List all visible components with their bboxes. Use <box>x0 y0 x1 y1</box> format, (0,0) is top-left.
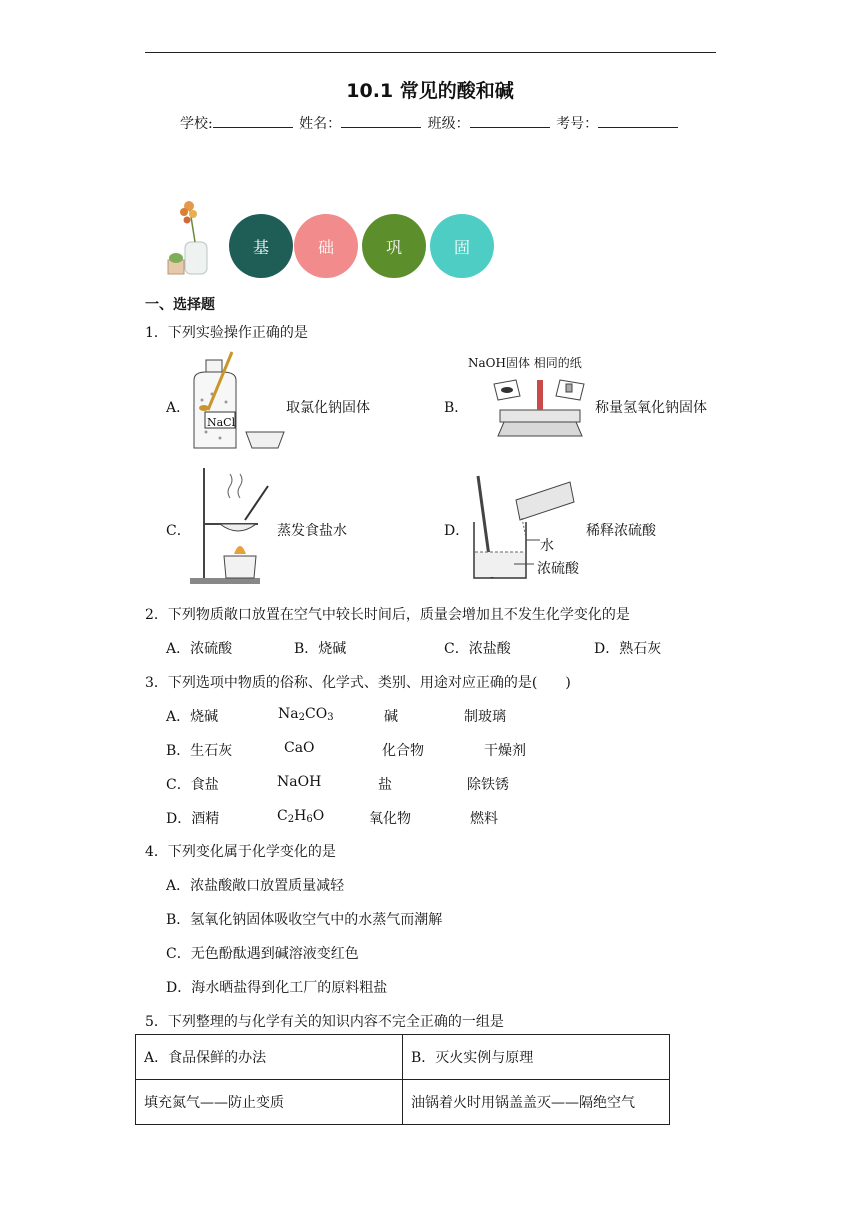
q3-option-b[interactable]: B．生石灰 <box>166 743 233 759</box>
table-row <box>136 1080 670 1125</box>
exam-no-label: 考号： <box>556 116 599 132</box>
q3-a-use: 制玻璃 <box>464 709 506 725</box>
q3-a-name: 烧碱 <box>190 709 219 725</box>
table-cell: B．灭火实例与原理 <box>403 1035 670 1080</box>
q3-d-formula: $C_2H_6O$ <box>277 808 325 825</box>
q3-b-category: 化合物 <box>382 743 424 759</box>
q3-c-category: 盐 <box>378 777 392 793</box>
name-blank[interactable] <box>341 113 421 128</box>
q4-stem: 4．下列变化属于化学变化的是 <box>145 844 336 860</box>
school-blank[interactable] <box>213 113 293 128</box>
exam-no-blank[interactable] <box>598 113 678 128</box>
q3-option-d[interactable]: D．酒精 <box>166 811 220 827</box>
q3-stem: 3．下列选项中物质的俗称、化学式、类别、用途对应正确的是( ) <box>145 675 571 691</box>
dilution-acid-label: 浓硫酸 <box>537 561 579 577</box>
q4-option-c[interactable]: C．无色酚酞遇到碱溶液变红色 <box>166 946 359 962</box>
flower-vase-icon <box>165 198 215 278</box>
reagent-bottle-icon <box>188 350 288 455</box>
q4-option-d[interactable]: D．海水晒盐得到化工厂的原料粗盐 <box>166 980 388 996</box>
class-blank[interactable] <box>470 113 550 128</box>
class-label: 班级： <box>427 116 470 132</box>
q3-b-formula: CaO <box>284 740 315 756</box>
q1-option-b-text: 称量氢氧化钠固体 <box>595 400 707 416</box>
dilution-water-label: 水 <box>540 538 554 554</box>
q1-option-d-text: 稀释浓硫酸 <box>586 523 656 539</box>
name-label: 姓名： <box>299 116 342 132</box>
q3-c-formula: NaOH <box>277 774 322 790</box>
page-title: 10.1 常见的酸和碱 <box>346 80 514 102</box>
q3-a-formula: $Na_2CO_3$ <box>278 706 334 723</box>
table-cell: 油锅着火时用锅盖盖灭——隔绝空气 <box>403 1080 670 1125</box>
q2-option-c[interactable]: C．浓盐酸 <box>444 641 511 657</box>
q2-option-a[interactable]: A．浓硫酸 <box>166 641 233 657</box>
q3-option-a[interactable] <box>166 706 218 726</box>
q2-option-d[interactable]: D．熟石灰 <box>594 641 662 657</box>
table-cell: A．食品保鲜的办法 <box>136 1035 403 1080</box>
q3-a-category: 碱 <box>384 709 398 725</box>
q2-option-b[interactable]: B．烧碱 <box>294 641 347 657</box>
q1-stem: 1．下列实验操作正确的是 <box>145 325 308 341</box>
banner-circle-3: 巩 <box>362 214 426 278</box>
q3-b-use: 干燥剂 <box>484 743 526 759</box>
q1-option-d-letter[interactable]: D． <box>444 523 470 539</box>
q1-option-b-letter[interactable]: B． <box>444 400 469 416</box>
balance-scale-icon <box>490 372 590 452</box>
table-row <box>136 1035 670 1080</box>
q3-d-use: 燃料 <box>470 811 498 827</box>
banner-circle-4: 固 <box>430 214 494 278</box>
balance-label: NaOH固体 相同的纸 <box>468 356 582 370</box>
q4-option-a[interactable]: A．浓盐酸敞口放置质量减轻 <box>166 878 345 894</box>
q3-c-use: 除铁锈 <box>467 777 509 793</box>
student-info-line <box>180 113 680 133</box>
nacl-label: NaCl <box>207 416 236 429</box>
section-title: 一、选择题 <box>145 297 215 313</box>
q3-a-letter: A． <box>166 709 191 725</box>
school-label: 学校: <box>180 116 213 132</box>
table-cell: 填充氮气——防止变质 <box>136 1080 403 1125</box>
q5-stem: 5．下列整理的与化学有关的知识内容不完全正确的一组是 <box>145 1014 504 1030</box>
q1-option-a-letter[interactable]: A． <box>166 400 191 416</box>
q4-option-b[interactable]: B．氢氧化钠固体吸收空气中的水蒸气而潮解 <box>166 912 443 928</box>
q3-option-c[interactable]: C．食盐 <box>166 777 219 793</box>
q1-option-c-letter[interactable]: C． <box>166 523 191 539</box>
q5-table <box>135 1034 670 1125</box>
q2-stem: 2．下列物质敞口放置在空气中较长时间后，质量会增加且不发生化学变化的是 <box>145 607 630 623</box>
q1-option-a-text: 取氯化钠固体 <box>286 400 370 416</box>
q3-d-category: 氧化物 <box>369 811 411 827</box>
q1-option-c-text: 蒸发食盐水 <box>277 523 347 539</box>
banner-circle-1: 基 <box>229 214 293 278</box>
banner-circle-2: 础 <box>294 214 358 278</box>
header-rule <box>145 52 716 53</box>
evaporation-setup-icon <box>190 468 275 586</box>
